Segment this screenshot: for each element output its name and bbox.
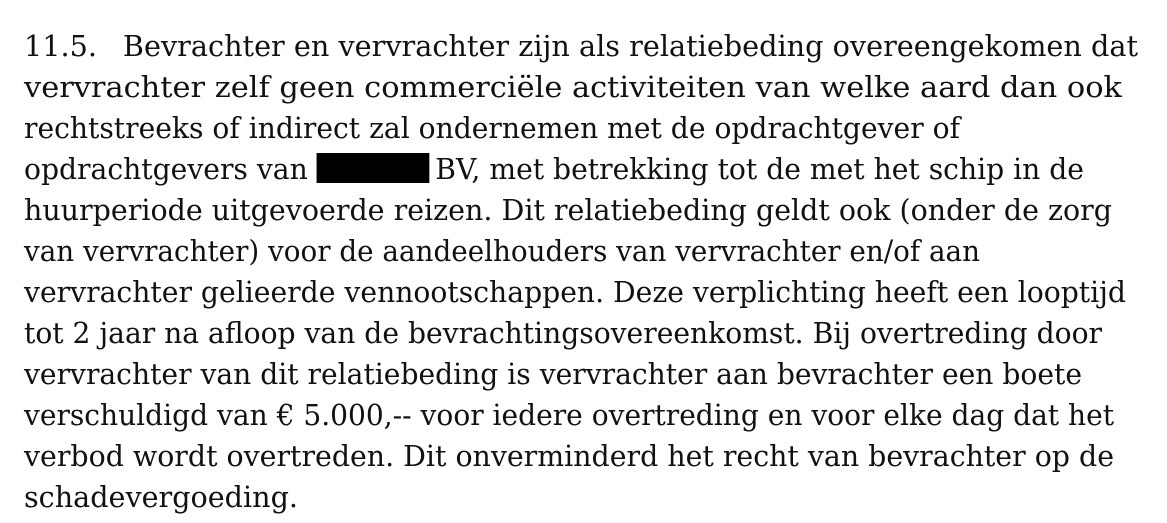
clause-text-line-5: huurperiode uitgevoerde reizen. Dit relatiebeding geldt ook (onder de zorg xyxy=(24,193,1112,227)
clause-line-1 xyxy=(24,26,1150,66)
clause-number: 11.5. xyxy=(24,29,98,63)
clause-line-10 xyxy=(24,395,1150,435)
clause-line-4 xyxy=(24,149,1115,189)
clause-text-line-12: schadevergoeding. xyxy=(24,480,298,514)
clause-text-line-4b: BV, met betrekking tot de met het schip in de xyxy=(435,152,1085,186)
clause-text-line-1: Bevrachter en vervrachter zijn als relatiebeding overeengekomen dat xyxy=(122,29,1139,63)
clause-text-line-7: vervrachter gelieerde vennootschappen. Deze verplichting heeft een looptijd xyxy=(24,275,1126,309)
clause-text-line-4a: opdrachtgevers van xyxy=(24,152,308,186)
clause-text-line-6: van vervrachter) voor de aandeelhouders van vervrachter en/of aan xyxy=(24,234,980,268)
clause-line-7 xyxy=(24,272,1156,312)
redaction-box xyxy=(317,153,430,183)
clause-text-line-10: verschuldigd van € 5.000,-- voor iedere overtreding en voor elke dag dat het xyxy=(24,398,1114,432)
clause-line-5 xyxy=(24,190,1132,230)
clause-line-2 xyxy=(24,67,1122,107)
clause-text-line-9: vervrachter van dit relatiebeding is vervrachter aan bevrachter een boete xyxy=(24,357,1082,391)
clause-line-11 xyxy=(24,436,1137,476)
clause-line-3 xyxy=(24,108,988,148)
clause-text-line-3: rechtstreeks of indirect zal ondernemen met de opdrachtgever of xyxy=(24,111,960,145)
clause-line-6 xyxy=(24,231,1022,271)
clause-line-9 xyxy=(24,354,1114,394)
clause-text-line-8: tot 2 jaar na afloop van de bevrachtingsovereenkomst. Bij overtreding door xyxy=(24,316,1102,350)
clause-line-8 xyxy=(24,313,1134,353)
clause-line-12 xyxy=(24,477,302,517)
clause-text-line-2: vervrachter zelf geen commerciële activiteiten van welke aard dan ook xyxy=(24,70,1122,104)
clause-text-line-11: verbod wordt overtreden. Dit onverminderd het recht van bevrachter op de xyxy=(24,439,1114,473)
